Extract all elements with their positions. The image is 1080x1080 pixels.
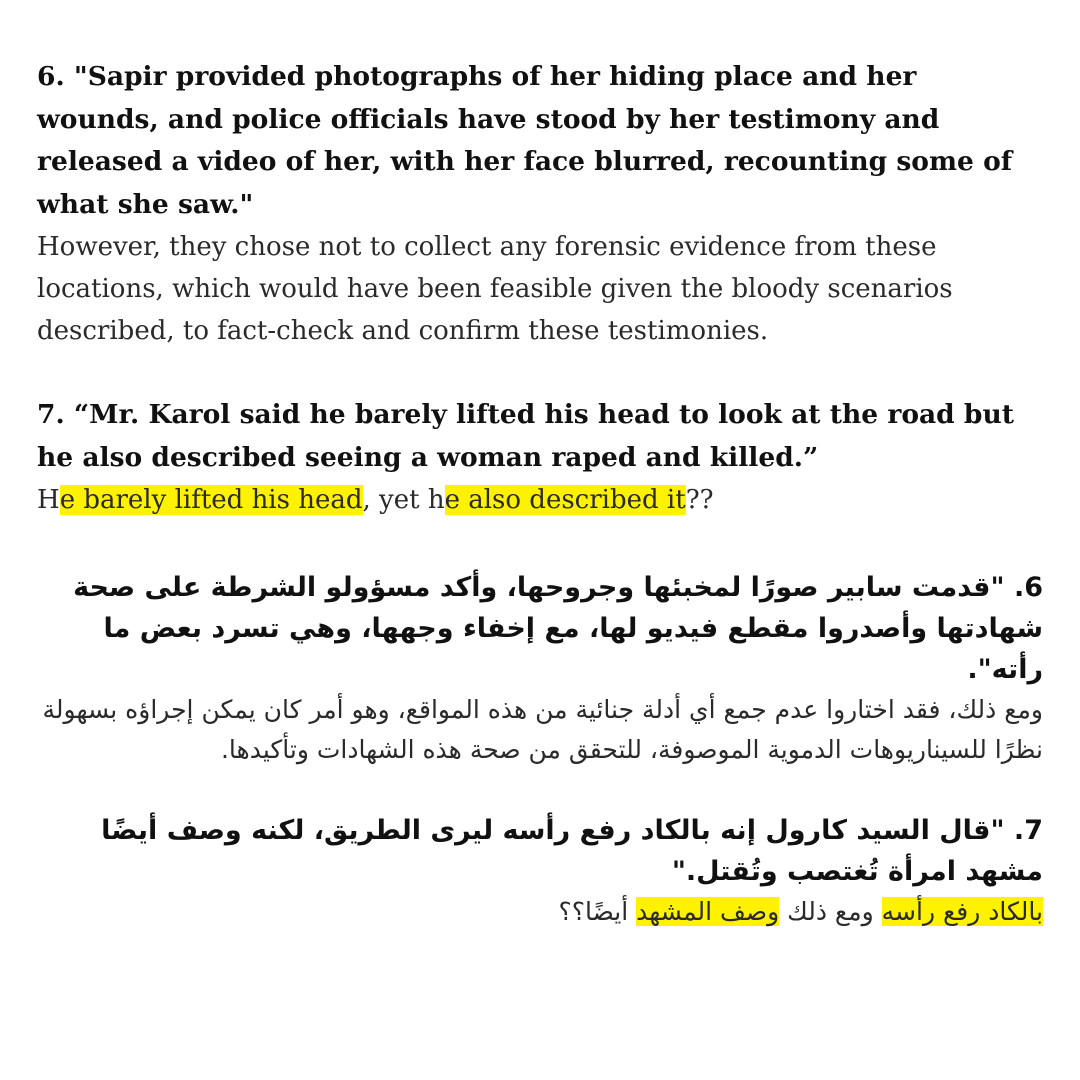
document-page	[37, 56, 1043, 932]
highlighted-text: بالكاد رفع رأسه	[881, 897, 1043, 926]
spacer	[37, 770, 1043, 810]
arabic-item-6-quote: 6. "قدمت سابير صورًا لمخبئها وجروحها، وأكد مسؤولو الشرطة على صحة شهادتها وأصدروا مقطع فيديو لها، مع إخفاء وجهها، وهي تسرد بعض ما رأته".	[73, 572, 1043, 685]
spacer	[37, 521, 1043, 567]
english-item-7-quote: 7. “Mr. Karol said he barely lifted his head to look at the road but he also described seeing a woman raped and killed.”	[37, 399, 1014, 473]
comment-text: ومع ذلك	[779, 897, 882, 926]
comment-text: , yet h	[362, 485, 445, 515]
english-item-6-comment: However, they chose not to collect any forensic evidence from these locations, which would have been feasible given the bloody scenarios described, to fact-check and confirm these testimonies.	[37, 232, 953, 346]
english-item-6-quote: 6. "Sapir provided photographs of her hiding place and her wounds, and police officials have stood by her testimony and released a video of her, with her face blurred, recounting some of what she saw."	[37, 61, 1013, 220]
english-section	[37, 56, 1043, 521]
highlighted-text: وصف المشهد	[636, 897, 780, 926]
arabic-item-7-comment	[37, 892, 1043, 932]
comment-text: ??	[685, 485, 714, 515]
comment-text: H	[37, 485, 60, 515]
spacer	[37, 352, 1043, 394]
arabic-section	[37, 567, 1043, 932]
highlighted-text: e also described it	[444, 485, 686, 515]
english-item-7-comment	[37, 479, 1043, 521]
arabic-item-6-comment: ومع ذلك، فقد اختاروا عدم جمع أي أدلة جنائية من هذه المواقع، وهو أمر كان يمكن إجراؤه بسهولة نظرًا للسيناريوهات الدموية الموصوفة، للتحقق من صحة هذه الشهادات وتأكيدها.	[42, 695, 1043, 764]
comment-text: أيضًا؟؟	[558, 897, 637, 926]
arabic-item-7-quote: 7. "قال السيد كارول إنه بالكاد رفع رأسه ليرى الطريق، لكنه وصف أيضًا مشهد امرأة تُغتصب وتُقتل."	[101, 815, 1043, 887]
highlighted-text: e barely lifted his head	[59, 485, 363, 515]
